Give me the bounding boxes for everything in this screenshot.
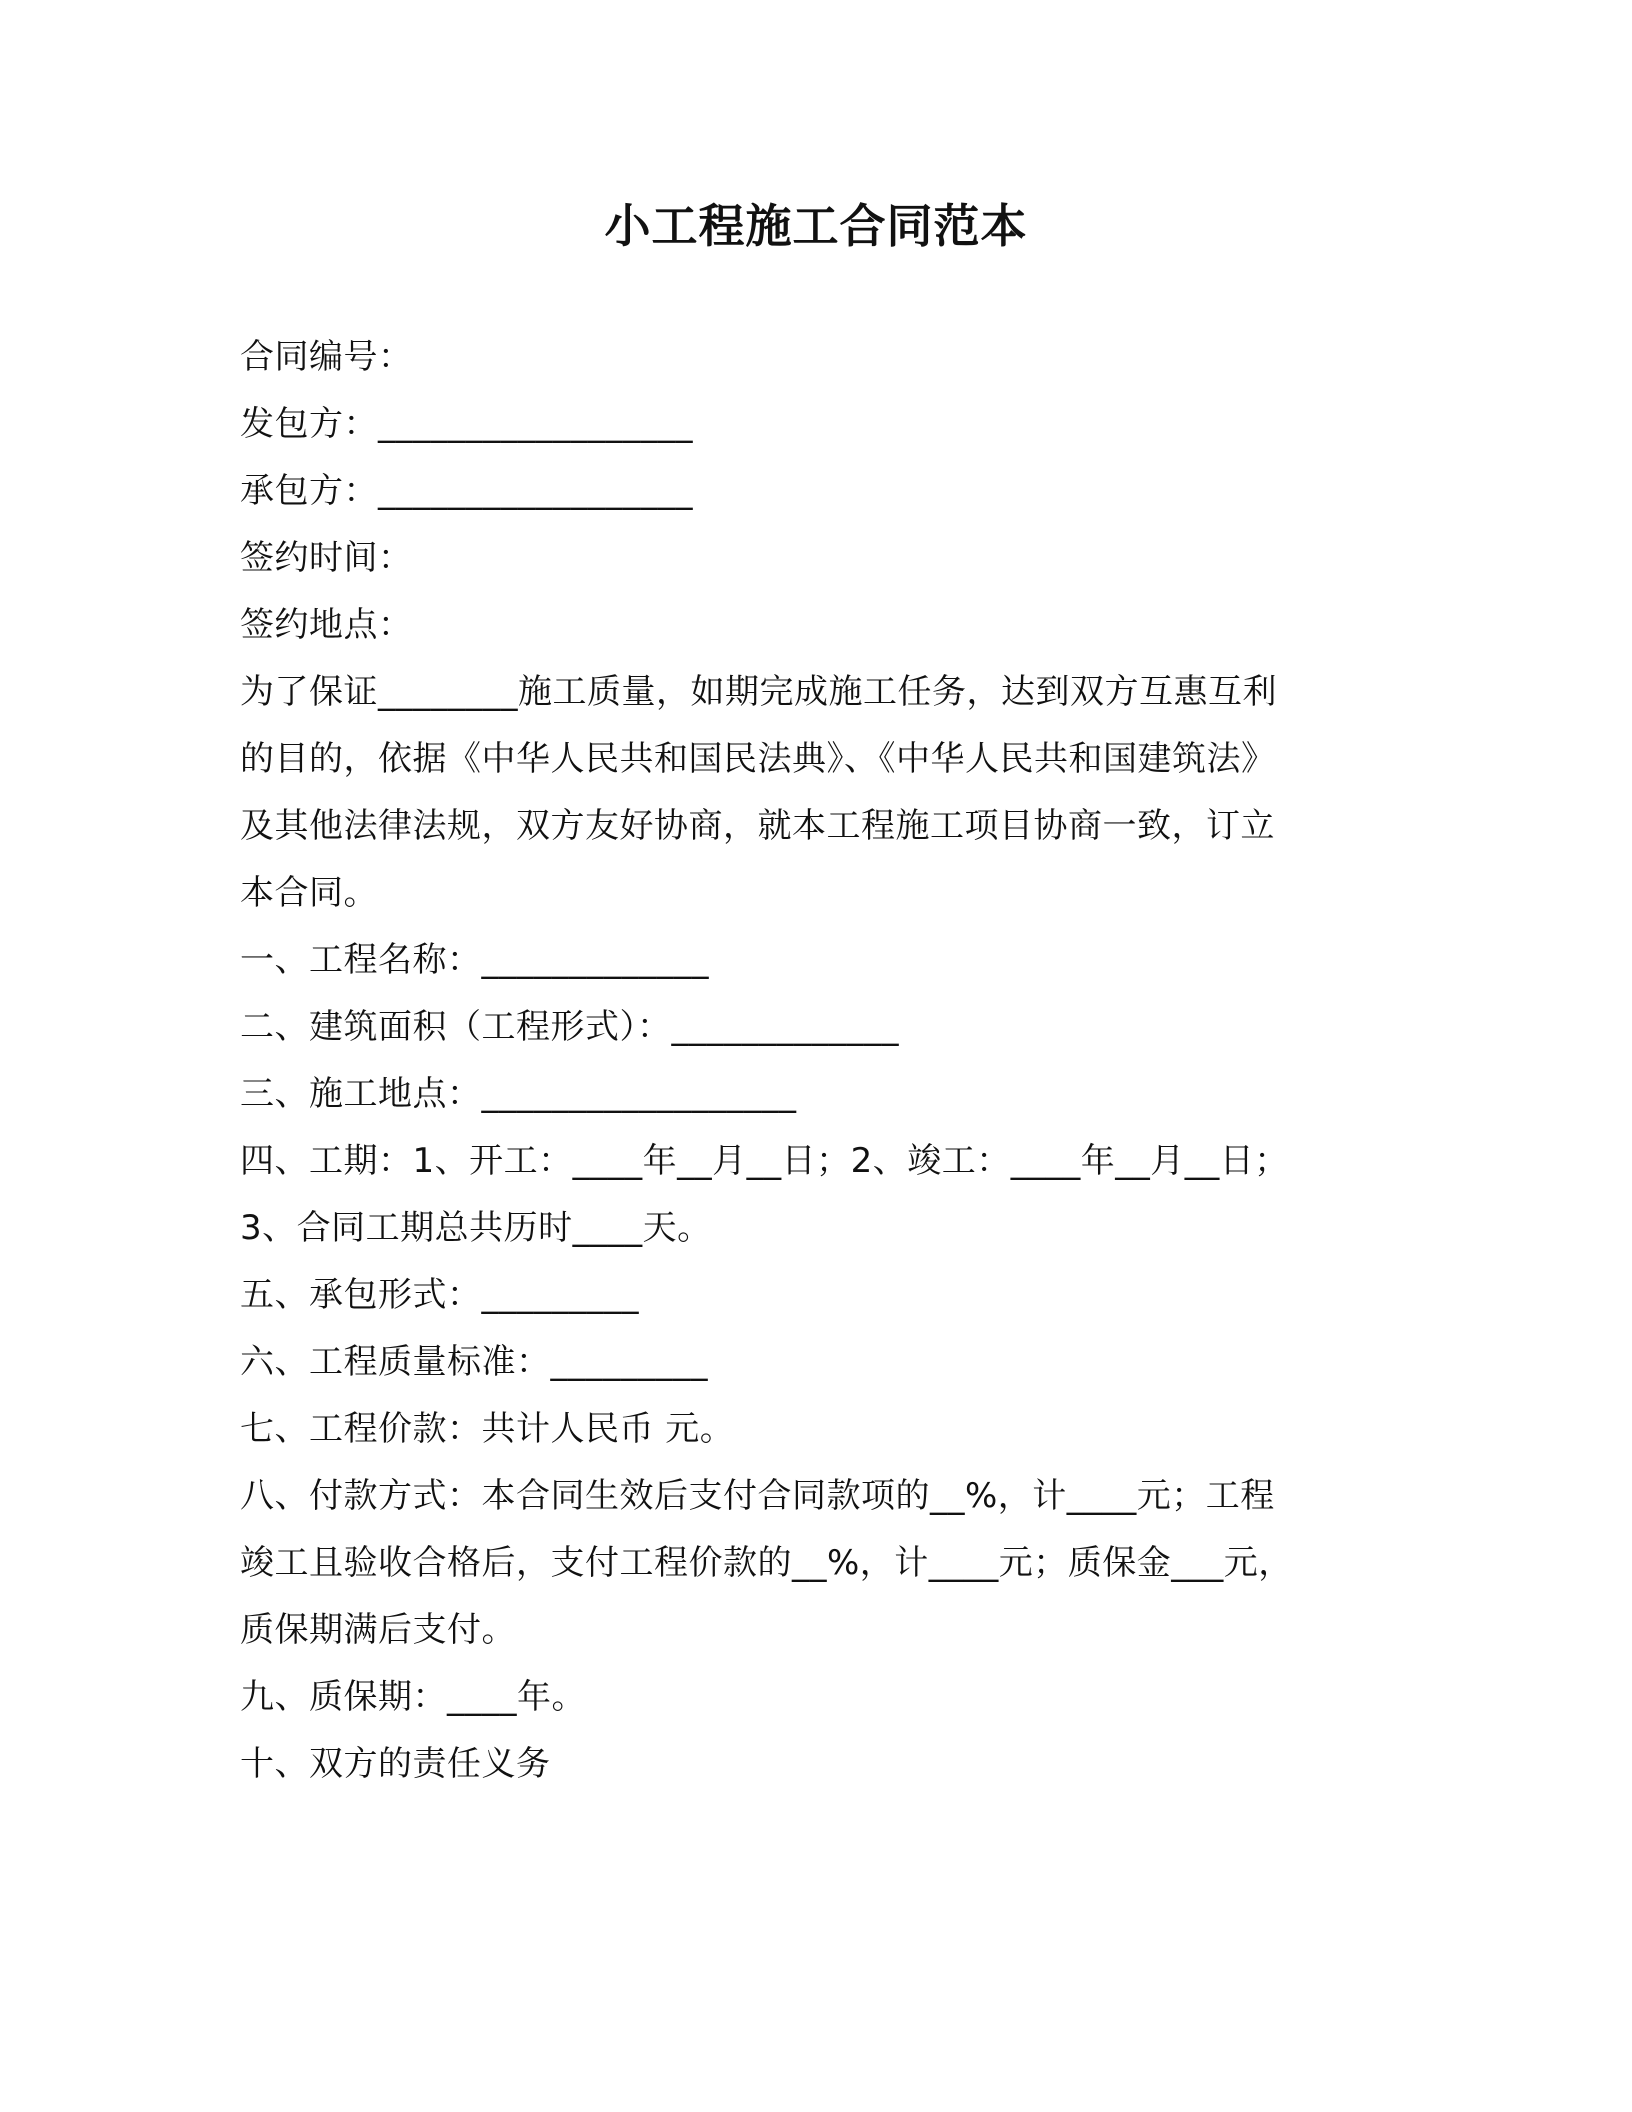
clause-5-contract-form: 五、承包形式：_________ bbox=[240, 1275, 639, 1315]
employer-line: 发包方：__________________ bbox=[240, 404, 693, 444]
preamble-line-4: 本合同。 bbox=[240, 873, 378, 913]
clause-9-warranty-period: 九、质保期：____年。 bbox=[240, 1677, 586, 1717]
clause-1-project-name: 一、工程名称：_____________ bbox=[240, 940, 709, 980]
clause-8-payment-line-2: 竣工且验收合格后，支付工程价款的__%，计____元；质保金___元， bbox=[240, 1543, 1293, 1583]
signing-place-line: 签约地点： bbox=[240, 605, 413, 645]
clause-4-schedule-line-2: 3、合同工期总共历时____天。 bbox=[240, 1208, 712, 1248]
preamble-line-3: 及其他法律法规，双方友好协商，就本工程施工项目协商一致，订立 bbox=[240, 806, 1275, 846]
preamble-line-2: 的目的，依据《中华人民共和国民法典》、《中华人民共和国建筑法》 bbox=[240, 739, 1276, 779]
document-body bbox=[240, 324, 1400, 1798]
clause-2-building-area: 二、建筑面积（工程形式）：_____________ bbox=[240, 1007, 899, 1047]
clause-4-schedule-line-1: 四、工期：1、开工：____年__月__日；2、竣工：____年__月__日； bbox=[240, 1141, 1289, 1181]
clause-7-contract-price: 七、工程价款：共计人民币 元。 bbox=[240, 1409, 735, 1449]
contractor-line: 承包方：__________________ bbox=[240, 471, 693, 511]
clause-10-responsibilities: 十、双方的责任义务 bbox=[240, 1744, 551, 1784]
clause-3-construction-site: 三、施工地点：__________________ bbox=[240, 1074, 797, 1114]
preamble-line-1: 为了保证________施工质量，如期完成施工任务，达到双方互惠互利 bbox=[240, 672, 1277, 712]
document-title: 小工程施工合同范本 bbox=[604, 199, 1028, 253]
clause-6-quality-standard: 六、工程质量标准：_________ bbox=[240, 1342, 708, 1382]
clause-8-payment-line-3: 质保期满后支付。 bbox=[240, 1610, 516, 1650]
contract-number-line: 合同编号： bbox=[240, 337, 413, 377]
signing-time-line: 签约时间： bbox=[240, 538, 413, 578]
clause-8-payment-line-1: 八、付款方式：本合同生效后支付合同款项的__%，计____元；工程 bbox=[240, 1476, 1275, 1516]
